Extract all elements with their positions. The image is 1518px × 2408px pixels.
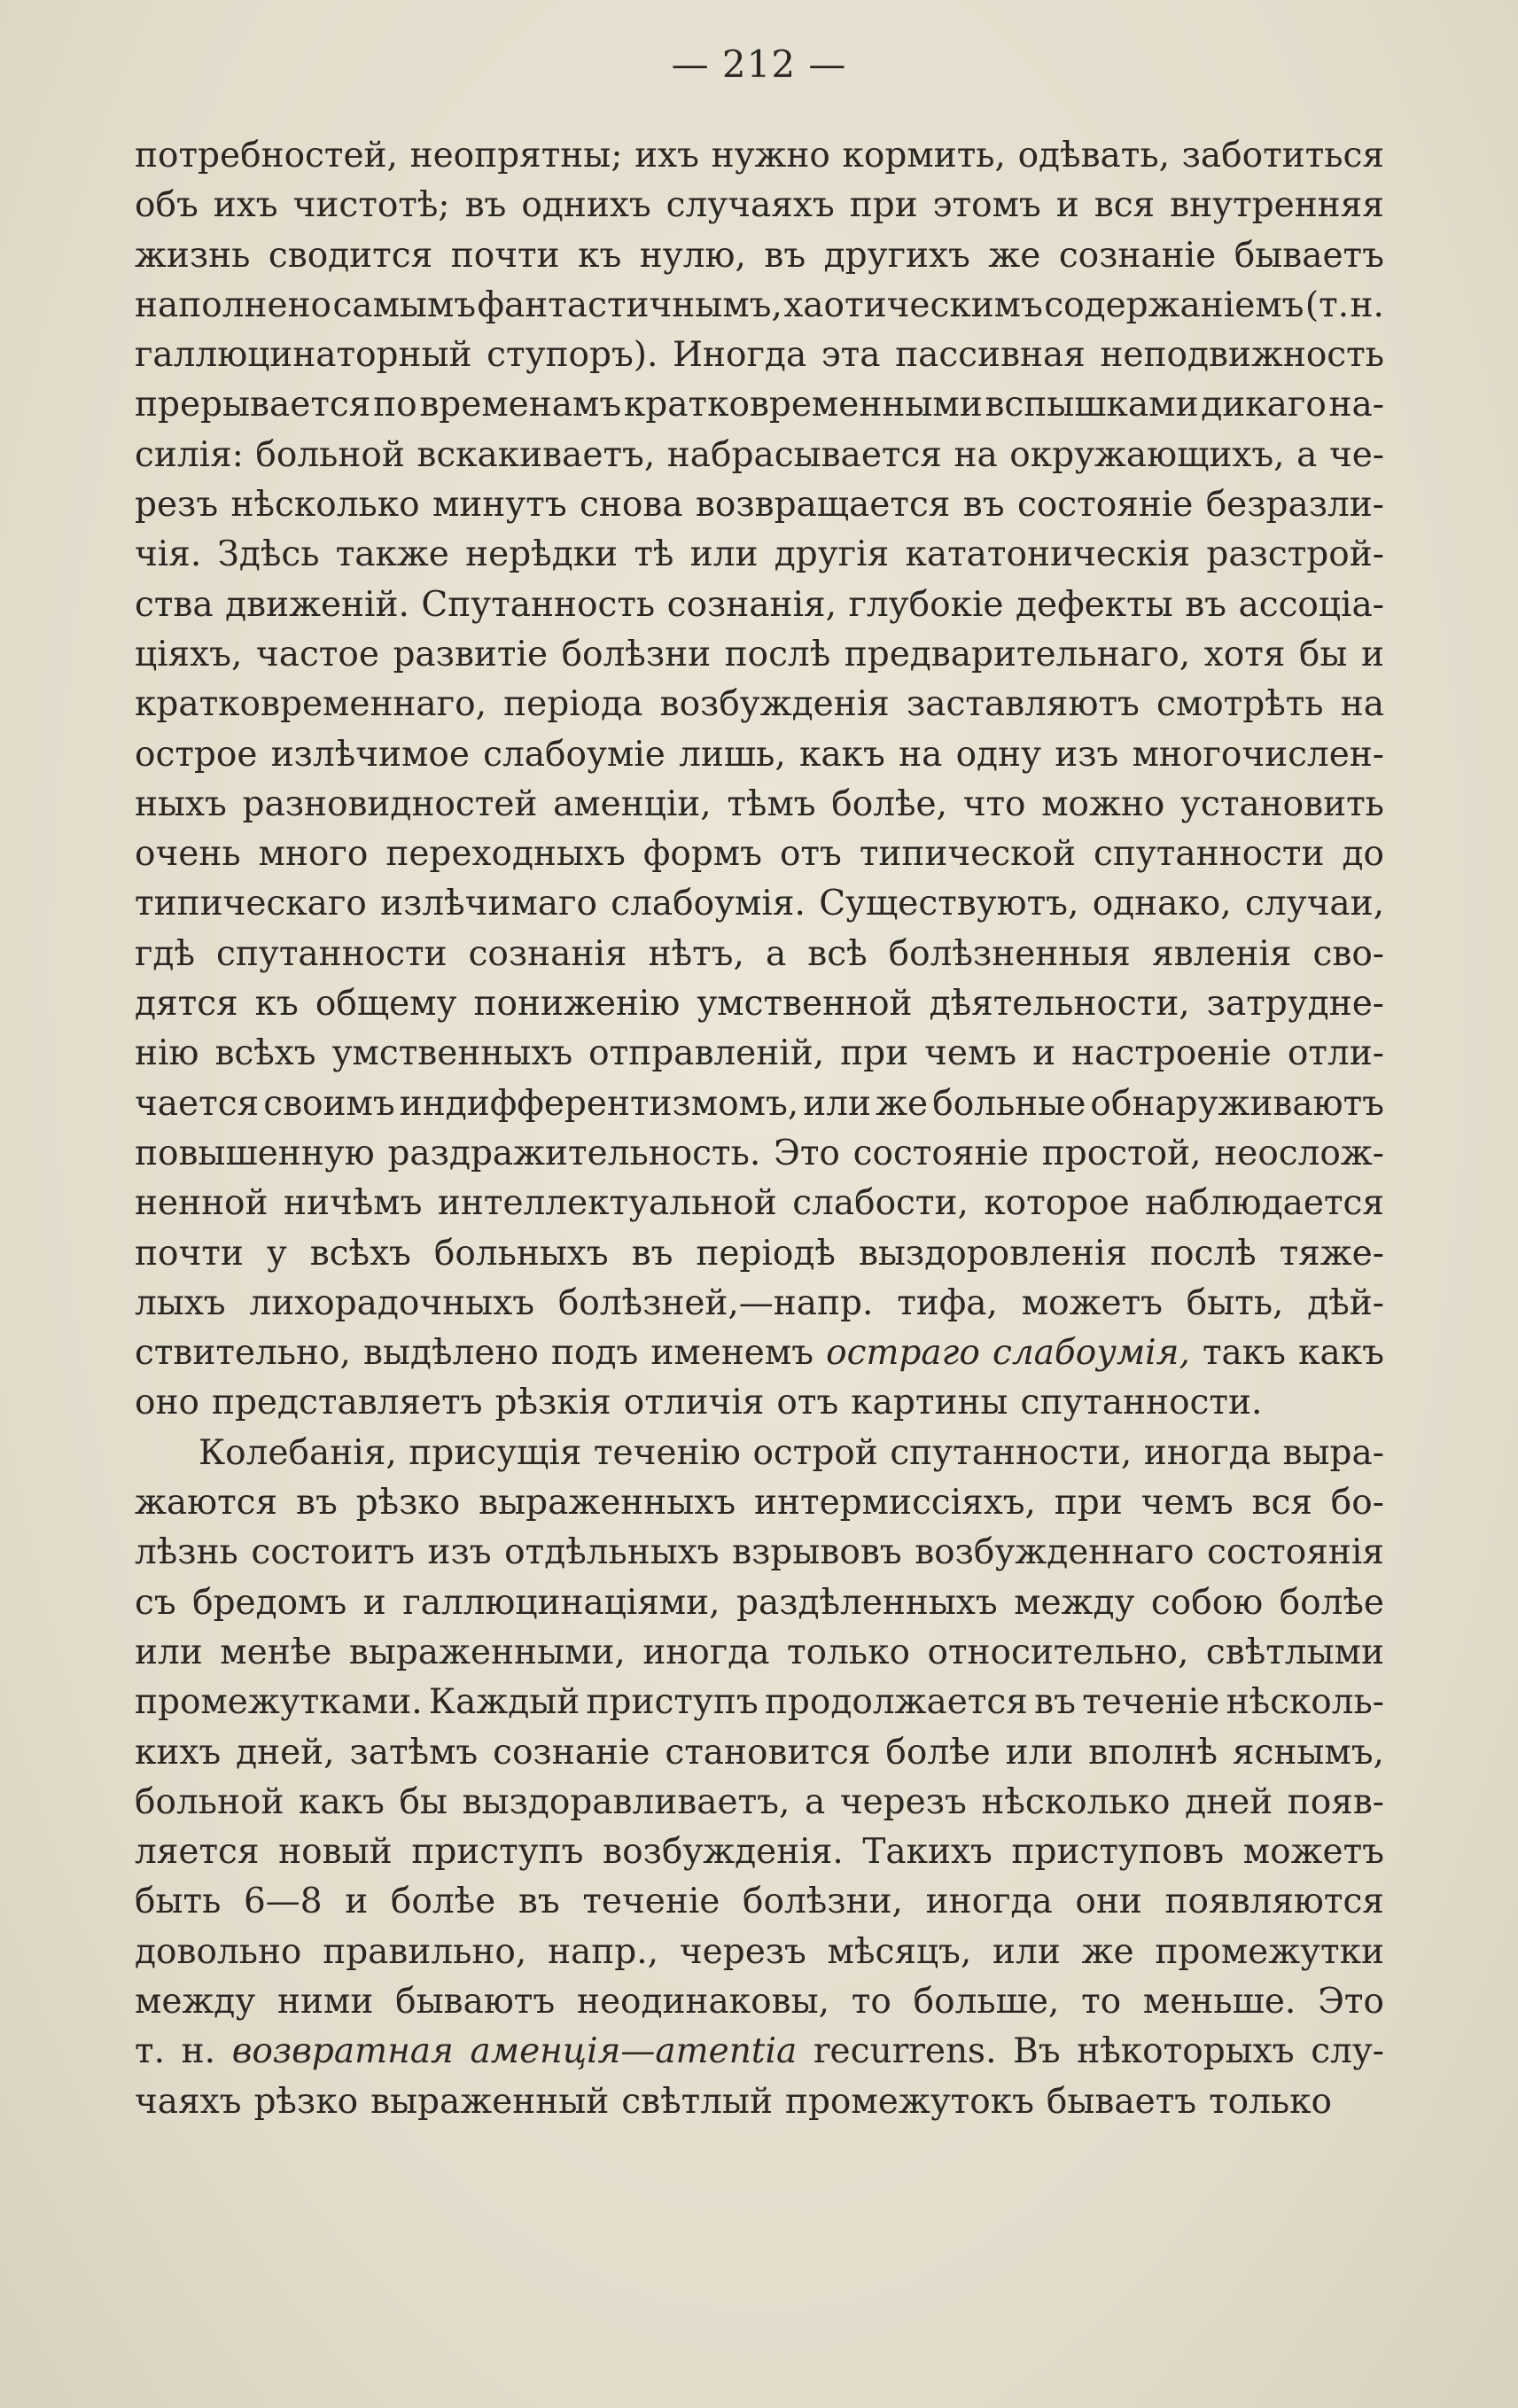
text-line: острое излѣчимое слабоумiе лишь, какъ на одну изъ многочислен-: [135, 734, 1384, 775]
text-line: силiя: больной вскакиваетъ, набрасывается на окружающихъ, а че-: [135, 434, 1384, 475]
text-line: цiяхъ, частое развитiе болѣзни послѣ предварительнаго, хотя бы и: [135, 634, 1384, 674]
text-line: больной какъ бы выздоравливаетъ, а черезъ нѣсколько дней появ-: [135, 1781, 1384, 1822]
text-line: чается своимъ индифферентизмомъ, или же больные обнаруживаютъ: [135, 1083, 1384, 1124]
text-line: довольно правильно, напр., черезъ мѣсяцъ, или же промежутки: [135, 1931, 1384, 1972]
text-line: резъ нѣсколько минутъ снова возвращается въ состоянiе безразли-: [135, 485, 1384, 526]
text-line: чiя. Здѣсь также нерѣдки тѣ или другiя кататоническiя разстрой-: [135, 534, 1384, 575]
text-line: чаяхъ рѣзко выраженный свѣтлый промежутокъ бываетъ только: [135, 2081, 1333, 2122]
text-line: т. н. возвратная аменцiя—amentia recurrens. Въ нѣкоторыхъ слу-: [135, 2031, 1384, 2072]
text-line: потребностей, неопрятны; ихъ нужно кормить, одѣвать, заботиться: [135, 136, 1384, 175]
text-line: ненной ничѣмъ интеллектуальной слабости, которое наблюдается: [135, 1183, 1384, 1224]
page-number: — 212 —: [671, 43, 847, 86]
text-line: ляется новый приступъ возбужденiя. Такихъ приступовъ можетъ: [135, 1832, 1384, 1873]
text-line: лѣзнь состоитъ изъ отдѣльныхъ взрывовъ возбужденнаго состоянiя: [135, 1532, 1384, 1573]
text-line: ныхъ разновидностей аменцiи, тѣмъ болѣе, что можно установить: [135, 783, 1384, 824]
text-line: повышенную раздражительность. Это состоянiе простой, неослож-: [135, 1133, 1384, 1173]
text-line: гдѣ спутанности сознанiя нѣтъ, а всѣ болѣзненныя явленiя сво-: [135, 933, 1384, 974]
text-line: или менѣе выраженными, иногда только относительно, свѣтлыми: [135, 1632, 1384, 1672]
text-line: промежутками. Каждый приступъ продолжается въ теченiе нѣсколь-: [135, 1682, 1384, 1723]
text-line: между ними бываютъ неодинаковы, то больше, то меньше. Это: [135, 1981, 1384, 2022]
text-line: типическаго излѣчимаго слабоумiя. Существуютъ, однако, случаи,: [135, 884, 1384, 924]
text-line: наполнено самымъ фантастичнымъ, хаотическимъ содержанiемъ (т. н.: [135, 284, 1384, 325]
text-line: лыхъ лихорадочныхъ болѣзней,—напр. тифа, можетъ быть, дѣй-: [135, 1282, 1384, 1323]
text-line: кратковременнаго, перiода возбужденiя заставляютъ смотрѣть на: [135, 684, 1384, 725]
text-line: кихъ дней, затѣмъ сознанiе становится болѣе или вполнѣ яснымъ,: [135, 1732, 1384, 1773]
text-line: очень много переходныхъ формъ отъ типической спутанности до: [135, 834, 1384, 875]
paragraph: [135, 1429, 1384, 2127]
text-line: объ ихъ чистотѣ; въ однихъ случаяхъ при этомъ и вся внутренняя: [135, 185, 1384, 226]
body-text: [135, 131, 1384, 2127]
paragraph: [135, 131, 1384, 1429]
text-line: жизнь сводится почти къ нулю, въ другихъ же сознанiе бываетъ: [135, 235, 1384, 276]
text-line: прерывается по временамъ кратковременными вспышками дикаго на-: [135, 385, 1384, 425]
text-line: быть 6—8 и болѣе въ теченiе болѣзни, иногда они появляются: [135, 1882, 1384, 1922]
text-line: нiю всѣхъ умственныхъ отправленiй, при чемъ и настроенiе отли-: [135, 1033, 1384, 1074]
text-line: дятся къ общему пониженiю умственной дѣятельности, затрудне-: [135, 984, 1384, 1025]
text-line: оно представляетъ рѣзкiя отличiя отъ картины спутанности.: [135, 1383, 1263, 1423]
text-line: жаются въ рѣзко выраженныхъ интермиссiяхъ, при чемъ вся бо-: [135, 1483, 1384, 1524]
text-line: Колебанiя, присущiя теченiю острой спутанности, иногда выра-: [199, 1432, 1384, 1473]
text-line: галлюцинаторный ступоръ). Иногда эта пассивная неподвижность: [135, 335, 1384, 376]
text-line: почти у всѣхъ больныхъ въ перiодѣ выздоровленiя послѣ тяже-: [135, 1233, 1384, 1274]
text-line: съ бредомъ и галлюцинацiями, раздѣленныхъ между собою болѣе: [135, 1582, 1384, 1623]
text-line: ствительно, выдѣлено подъ именемъ остраго слабоумiя, такъ какъ: [135, 1333, 1384, 1374]
text-line: ства движенiй. Спутанность сознанiя, глубокiе дефекты въ ассоцiа-: [135, 584, 1384, 625]
